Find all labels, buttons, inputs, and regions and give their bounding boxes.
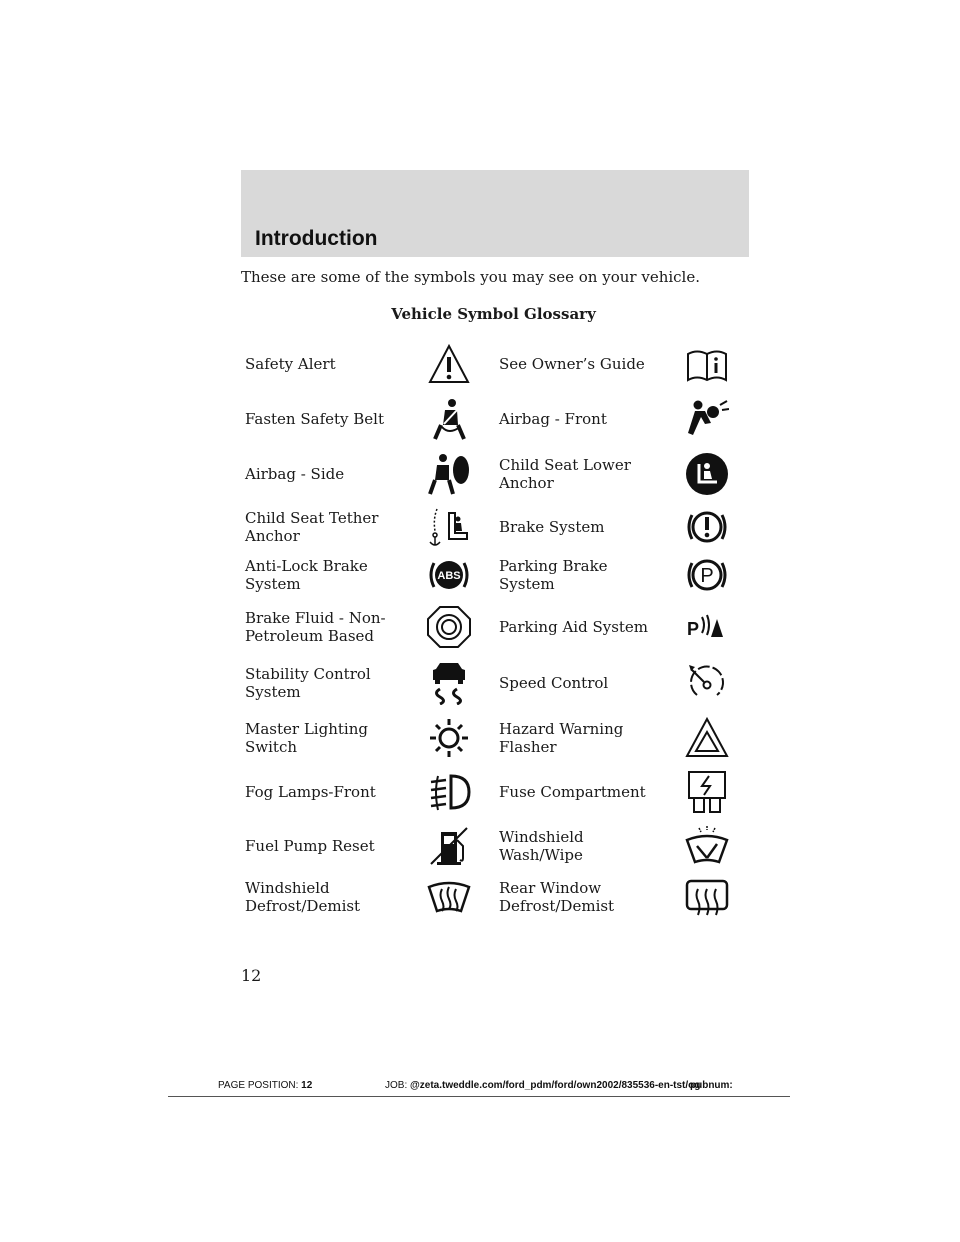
footer-page-position-label: PAGE POSITION: (218, 1080, 299, 1091)
child-seat-tether-anchor-icon (427, 505, 471, 549)
footer-job-value: @zeta.tweddle.com/ford_pdm/ford/own2002/835536-en-tst/og (410, 1080, 701, 1091)
symbol-label: Speed Control (499, 674, 609, 692)
footer-job (385, 1080, 700, 1091)
symbol-label: Master Lighting Switch (245, 720, 368, 756)
fuel-pump-reset-icon (427, 824, 471, 868)
stability-control-icon (427, 661, 471, 705)
footer-page-position (218, 1080, 312, 1091)
page-number: 12 (241, 966, 262, 985)
svg-text:ABS: ABS (437, 570, 461, 582)
glossary-row (245, 659, 735, 707)
glossary-row (245, 714, 735, 762)
footer-pubnum-label: pubnum: (690, 1080, 733, 1091)
glossary-title: Vehicle Symbol Glossary (391, 305, 596, 323)
symbol-label: Rear Window Defrost/Demist (499, 879, 615, 915)
child-seat-lower-anchor-icon (685, 452, 729, 496)
symbol-label: Fasten Safety Belt (245, 410, 385, 428)
hazard-flasher-icon (685, 716, 729, 760)
intro-text: These are some of the symbols you may see on your vehicle. (241, 268, 700, 286)
svg-text:P: P (687, 619, 700, 639)
symbol-label: Airbag - Side (245, 465, 345, 483)
symbol-label: Child Seat Tether Anchor (245, 509, 379, 545)
symbol-label: Airbag - Front (499, 410, 607, 428)
fuse-compartment-icon (685, 770, 729, 814)
seatbelt-icon (427, 397, 471, 441)
symbol-label: Child Seat Lower Anchor (499, 456, 631, 492)
footer-pubnum (690, 1080, 733, 1091)
symbol-label: Anti-Lock Brake System (245, 557, 368, 593)
parking-aid-icon (685, 605, 729, 649)
airbag-side-icon (427, 452, 471, 496)
symbol-label: Stability Control System (245, 665, 371, 701)
glossary-row (245, 768, 735, 816)
symbol-label: Parking Aid System (499, 618, 649, 636)
symbol-label: Hazard Warning Flasher (499, 720, 624, 756)
glossary-row (245, 603, 735, 651)
symbol-label: Parking Brake System (499, 557, 608, 593)
airbag-front-icon (685, 397, 729, 441)
rear-window-defrost-icon (685, 875, 729, 919)
brake-fluid-icon (427, 605, 471, 649)
brake-system-icon (685, 505, 729, 549)
svg-text:P: P (700, 565, 714, 587)
symbol-label: Fuse Compartment (499, 783, 646, 801)
symbol-label: See Owner’s Guide (499, 355, 645, 373)
symbol-label: Brake Fluid - Non-Petroleum Based (245, 609, 386, 645)
symbol-label: Windshield Wash/Wipe (499, 828, 584, 864)
owners-guide-icon (685, 342, 729, 386)
master-lighting-icon (427, 716, 471, 760)
glossary-row (245, 503, 735, 551)
safety-alert-icon (427, 342, 471, 386)
symbol-label: Fuel Pump Reset (245, 837, 375, 855)
glossary-row (245, 340, 735, 388)
glossary-row (245, 873, 735, 921)
symbol-label: Safety Alert (245, 355, 336, 373)
glossary-row (245, 822, 735, 870)
footer-divider (168, 1096, 790, 1097)
glossary-row (245, 395, 735, 443)
windshield-wash-wipe-icon (685, 824, 729, 868)
parking-brake-icon (685, 553, 729, 597)
fog-lamps-icon (427, 770, 471, 814)
footer-page-position-value: 12 (301, 1080, 313, 1091)
footer-job-label: JOB: (385, 1080, 408, 1091)
abs-icon (427, 553, 471, 597)
symbol-label: Windshield Defrost/Demist (245, 879, 361, 915)
section-header (241, 170, 749, 257)
speed-control-icon (685, 661, 729, 705)
glossary-row (245, 551, 735, 599)
windshield-defrost-icon (427, 875, 471, 919)
section-title: Introduction (255, 227, 378, 250)
symbol-label: Brake System (499, 518, 605, 536)
glossary-row (245, 450, 735, 498)
symbol-label: Fog Lamps-Front (245, 783, 376, 801)
